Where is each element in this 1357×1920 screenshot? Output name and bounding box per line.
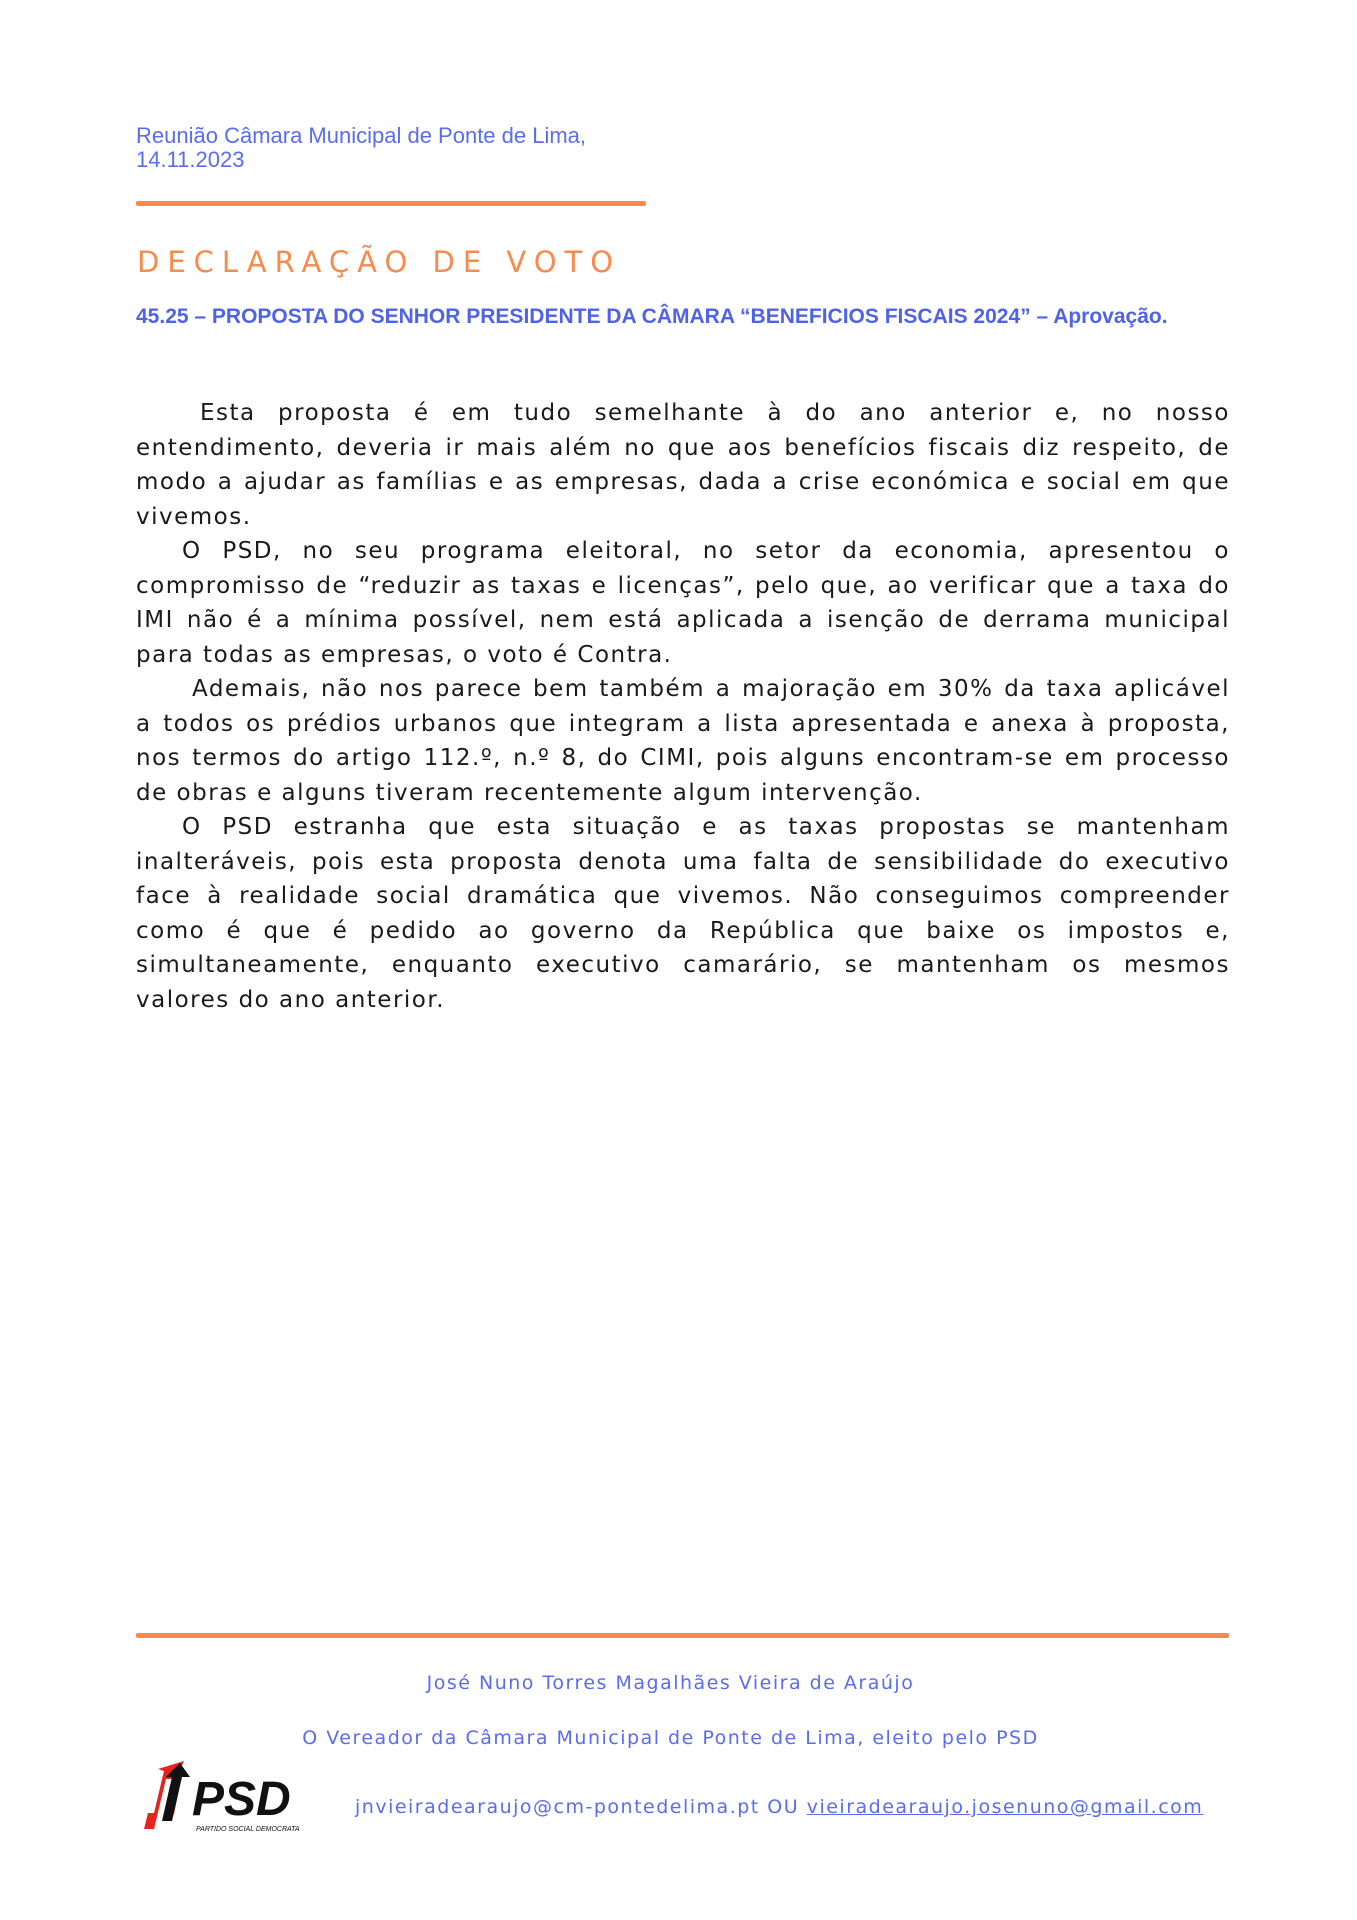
- paragraph-4: O PSD estranha que esta situação e as taxas propostas se mantenham inalteráveis, pois esta proposta denota uma falta de sensibilidade do executivo face à realidade social dramática que vivemos. Não conseguimos compreender como é que é pedido ao governo da República que baixe os impostos e, simultaneamente, enquanto executivo camarário, se mantenham os mesmos valores do ano anterior.: [136, 814, 1230, 1013]
- document-title: DECLARAÇÃO DE VOTO: [137, 245, 622, 279]
- declaration-body: [136, 396, 1230, 1017]
- psd-logo-text: PSD: [192, 1773, 291, 1826]
- footer-divider: [136, 1633, 1229, 1638]
- contacts-separator: OU: [767, 1796, 800, 1818]
- signer-role: O Vereador da Câmara Municipal de Ponte de Lima, eleito pelo PSD: [302, 1727, 1039, 1749]
- contacts-line: [355, 1795, 1203, 1819]
- work-email[interactable]: jnvieiradearaujo@cm-pontedelima.pt: [355, 1796, 760, 1818]
- paragraph-2: O PSD, no seu programa eleitoral, no setor da economia, apresentou o compromisso de “reduzir as taxas e licenças”, pelo que, ao verificar que a taxa do IMI não é a mínima possível, nem está aplicada a isenção de derrama municipal para todas as empresas, o voto é Contra.: [136, 538, 1230, 668]
- signer-name: José Nuno Torres Magalhães Vieira de Araújo: [426, 1672, 915, 1694]
- proposal-subject: 45.25 – PROPOSTA DO SENHOR PRESIDENTE DA CÂMARA “BENEFICIOS FISCAIS 2024” – Aprovação.: [136, 305, 1168, 328]
- personal-email-link[interactable]: vieiradearaujo.josenuno@gmail.com: [806, 1796, 1204, 1818]
- paragraph-1: Esta proposta é em tudo semelhante à do ano anterior e, no nosso entendimento, deveria ir mais além no que aos benefícios fiscais diz respeito, de modo a ajudar as famílias e as empresas, dada a crise económica e social em que vivemos.: [136, 400, 1230, 530]
- paragraph-3: Ademais, não nos parece bem também a majoração em 30% da taxa aplicável a todos os prédios urbanos que integram a lista apresentada e anexa à proposta, nos termos do artigo 112.º, n.º 8, do CIMI, pois alguns encontram-se em processo de obras e alguns tiveram recentemente algum intervenção.: [136, 676, 1230, 806]
- header-divider: [136, 201, 646, 206]
- meeting-header: Reunião Câmara Municipal de Ponte de Lima, 14.11.2023: [136, 123, 587, 172]
- psd-logo: [140, 1757, 320, 1837]
- psd-logo-subtext: PARTIDO SOCIAL DEMOCRATA: [196, 1826, 300, 1833]
